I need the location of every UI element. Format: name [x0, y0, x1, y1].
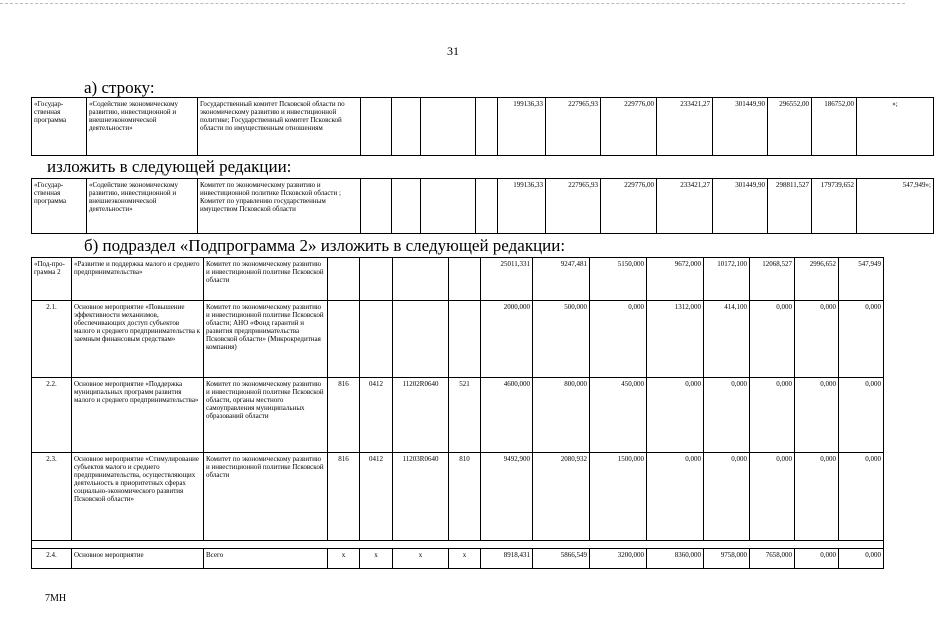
row-gap	[32, 541, 884, 549]
cell-value: 227965,93	[546, 179, 601, 234]
cell-type: «Государ-ственная программа	[32, 179, 87, 234]
cell-value: 414,100	[704, 301, 750, 378]
cell-value: 4600,000	[481, 378, 533, 453]
cell-csr: х	[393, 549, 449, 569]
cell-rz: 0412	[360, 378, 393, 453]
cell-end: »;	[857, 98, 934, 156]
cell-value: 227965,93	[546, 98, 601, 156]
cell-no: 2.1.	[32, 301, 72, 378]
cell-value: 0,000	[839, 549, 884, 569]
cell-rz	[360, 301, 393, 378]
heading-b: б) подраздел «Подпрограмма 2» изложить в следующей редакции:	[84, 236, 566, 255]
cell-value: 1500,000	[590, 453, 647, 541]
cell-value: 301449,90	[713, 179, 768, 234]
cell-value: 0,000	[750, 301, 795, 378]
cell-executor: Всего	[204, 549, 328, 569]
cell-value: 2996,652	[795, 258, 839, 301]
cell-type: «Государ-ственная программа	[32, 98, 87, 156]
cell-no: 2.4.	[32, 549, 72, 569]
cell-grbs: 816	[328, 453, 360, 541]
cell-value: 9758,000	[704, 549, 750, 569]
cell-grbs: 816	[328, 378, 360, 453]
cell-grbs	[328, 258, 360, 301]
cell-value: 0,000	[839, 453, 884, 541]
cell-value: 800,000	[533, 378, 590, 453]
cell-rz	[360, 258, 393, 301]
cell-value: 199136,33	[498, 179, 546, 234]
cell-value: 3200,000	[590, 549, 647, 569]
table-row	[32, 453, 884, 541]
footer-mark: 7МН	[45, 593, 67, 604]
cell-csr: 11203R0640	[393, 453, 449, 541]
cell-value: 5866,549	[533, 549, 590, 569]
cell-executor: Комитет по экономическому развитию и инвестиционной политике Псковской области ; Комитет по управлению государственным имуществом Псковской области	[198, 179, 361, 234]
cell-value: 0,000	[647, 453, 704, 541]
cell-empty	[421, 98, 476, 156]
cell-value: 12068,527	[750, 258, 795, 301]
cell-value: 229776,00	[601, 179, 657, 234]
cell-executor: Комитет по экономическому развитию и инвестиционной политике Псковской области; АНО «Фонд гарантий и развития предпринимательства Псковской области» (Микрокредитная компания)	[204, 301, 328, 378]
cell-executor: Государственный комитет Псковской области по экономическому развитию и инвестиционной политике; Государственный комитет Псковской области по имущественным отношениям	[198, 98, 361, 156]
cell-value: 9247,481	[533, 258, 590, 301]
cell-value: 0,000	[839, 378, 884, 453]
cell-grbs: х	[328, 549, 360, 569]
cell-value: 229776,00	[601, 98, 657, 156]
cell-executor: Комитет по экономическому развитию и инвестиционной политике Псковской области	[204, 453, 328, 541]
cell-value: 25011,331	[481, 258, 533, 301]
cell-vr	[449, 301, 481, 378]
cell-no: 2.3.	[32, 453, 72, 541]
cell-name: «Развитие и поддержка малого и среднего предпринимательства»	[72, 258, 204, 301]
cell-value: 8360,000	[647, 549, 704, 569]
cell-empty	[476, 98, 498, 156]
cell-value: 298811,527	[768, 179, 812, 234]
page-number: 31	[447, 44, 459, 58]
table-row	[32, 301, 884, 378]
cell-empty	[392, 179, 421, 234]
cell-rz: 0412	[360, 453, 393, 541]
table-a	[31, 97, 934, 156]
cell-value: 0,000	[795, 378, 839, 453]
cell-csr	[393, 258, 449, 301]
top-border-line	[0, 3, 905, 4]
cell-value: 450,000	[590, 378, 647, 453]
cell-value: 199136,33	[498, 98, 546, 156]
cell-value: 8918,431	[481, 549, 533, 569]
table-row	[32, 378, 884, 453]
cell-value: 0,000	[590, 301, 647, 378]
heading-a: а) строку:	[84, 78, 155, 97]
cell-rz: х	[360, 549, 393, 569]
cell-value: 0,000	[795, 301, 839, 378]
cell-value: 2000,000	[481, 301, 533, 378]
table-row	[32, 258, 884, 301]
cell-value: 296552,00	[768, 98, 812, 156]
heading-mid: изложить в следующей редакции:	[47, 157, 292, 176]
cell-vr: х	[449, 549, 481, 569]
cell-value: 10172,100	[704, 258, 750, 301]
cell-value: 547,949»;	[857, 179, 934, 234]
cell-empty	[361, 98, 392, 156]
cell-executor: Комитет по экономическому развитию и инвестиционной политике Псковской области, органы местного самоуправления муниципальных образований области	[204, 378, 328, 453]
cell-csr: 11202R0640	[393, 378, 449, 453]
cell-vr: 810	[449, 453, 481, 541]
cell-vr: 521	[449, 378, 481, 453]
cell-value: 0,000	[750, 378, 795, 453]
cell-name: Основное мероприятие «Стимулирование субъектов малого и среднего предпринимательства, осуществляющих деятельность в приоритетных сферах социально-экономического развития Псковской области»	[72, 453, 204, 541]
cell-name: Основное мероприятие «Поддержка муниципальных программ развития малого и среднего предпринимательства»	[72, 378, 204, 453]
cell-value: 0,000	[795, 549, 839, 569]
cell-grbs	[328, 301, 360, 378]
cell-value: 233421,27	[657, 179, 713, 234]
cell-value: 1312,000	[647, 301, 704, 378]
cell-no: 2.2.	[32, 378, 72, 453]
cell-empty	[361, 179, 392, 234]
table-row	[32, 549, 884, 569]
cell-no: «Под-про-грамма 2	[32, 258, 72, 301]
cell-value: 500,000	[533, 301, 590, 378]
cell-value: 2080,932	[533, 453, 590, 541]
cell-executor: Комитет по экономическому развитию и инвестиционной политике Псковской области	[204, 258, 328, 301]
cell-value: 0,000	[647, 378, 704, 453]
table-mid	[31, 178, 934, 234]
cell-empty	[392, 98, 421, 156]
cell-empty	[421, 179, 476, 234]
cell-value: 0,000	[704, 453, 750, 541]
cell-value: 0,000	[839, 301, 884, 378]
cell-value: 179739,652	[812, 179, 857, 234]
cell-csr	[393, 301, 449, 378]
table-row	[32, 541, 884, 549]
cell-value: 186752,00	[812, 98, 857, 156]
cell-value: 0,000	[750, 453, 795, 541]
cell-vr	[449, 258, 481, 301]
cell-value: 9672,000	[647, 258, 704, 301]
cell-value: 233421,27	[657, 98, 713, 156]
cell-name: «Содействие экономическому развитию, инвестиционной и внешнеэкономической деятельности»	[87, 179, 198, 234]
cell-name: Основное мероприятие	[72, 549, 204, 569]
cell-empty	[476, 179, 498, 234]
cell-value: 0,000	[795, 453, 839, 541]
table-b	[31, 257, 884, 569]
cell-value: 9492,900	[481, 453, 533, 541]
cell-value: 547,949	[839, 258, 884, 301]
cell-value: 5150,000	[590, 258, 647, 301]
cell-value: 7658,000	[750, 549, 795, 569]
cell-name: Основное мероприятие «Повышение эффективности механизмов, обеспечивающих доступ субъектов малого и среднего предпринимательства к заемным финансовым средствам»	[72, 301, 204, 378]
cell-value: 0,000	[704, 378, 750, 453]
cell-name: «Содействие экономическому развитию, инвестиционной и внешнеэкономической деятельности»	[87, 98, 198, 156]
cell-value: 301449,90	[713, 98, 768, 156]
